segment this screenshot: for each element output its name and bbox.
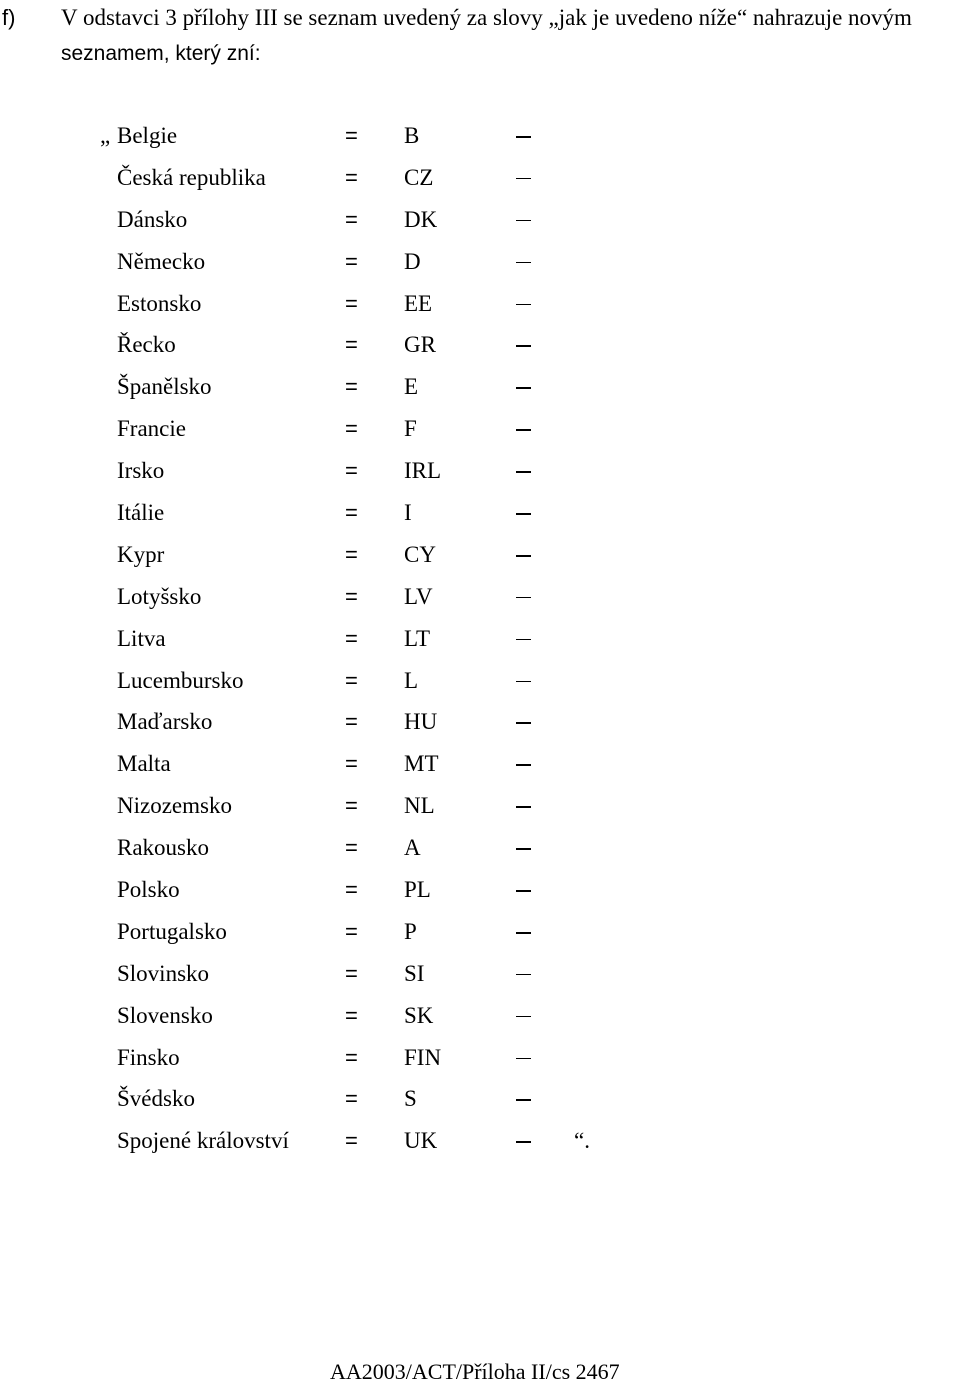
country-name-text: Německo xyxy=(117,248,206,274)
equals-sign: = xyxy=(345,374,358,400)
table-row xyxy=(0,1078,960,1120)
country-name xyxy=(117,283,201,325)
equals-sign: = xyxy=(345,918,358,944)
country-name xyxy=(117,534,164,576)
country-code: F xyxy=(404,416,417,442)
country-name-text: Švédsko xyxy=(117,1086,195,1112)
table-row xyxy=(0,576,960,618)
country-code: LT xyxy=(404,625,430,651)
country-name xyxy=(100,115,178,157)
intro-text: V odstavci 3 přílohy III se seznam uvedený za slovy „jak je uvedeno níže“ nahrazuje novým xyxy=(61,5,912,30)
equals-sign: = xyxy=(345,1128,358,1154)
country-name xyxy=(117,1078,195,1120)
country-name-text: Polsko xyxy=(117,877,180,903)
country-code: SK xyxy=(404,1002,434,1028)
country-name xyxy=(117,408,186,450)
country-name-text: Irsko xyxy=(117,458,165,484)
country-name-text: Lucembursko xyxy=(117,667,244,693)
table-row xyxy=(0,283,960,325)
country-code: CY xyxy=(404,541,436,567)
country-name-text: Litva xyxy=(117,625,166,651)
table-row xyxy=(0,492,960,534)
country-name-text: Itálie xyxy=(117,500,165,526)
equals-sign: = xyxy=(345,835,358,861)
country-code: GR xyxy=(404,332,436,358)
table-row xyxy=(0,785,960,827)
country-name xyxy=(117,618,166,660)
country-name xyxy=(117,366,212,408)
closing-quote: “. xyxy=(574,1128,590,1154)
country-name xyxy=(117,450,164,492)
country-name xyxy=(117,701,212,743)
country-name xyxy=(117,743,171,785)
dash-mark xyxy=(516,974,531,976)
country-name-text: Nizozemsko xyxy=(117,793,232,819)
country-name-text: Estonsko xyxy=(117,290,202,316)
dash-mark xyxy=(516,429,531,431)
dash-mark xyxy=(516,1099,531,1101)
country-code: NL xyxy=(404,793,435,819)
country-name-text: Finsko xyxy=(117,1044,180,1070)
country-name-text: Španělsko xyxy=(117,374,212,400)
table-row xyxy=(0,827,960,869)
country-name xyxy=(117,157,266,199)
dash-mark xyxy=(516,387,531,389)
opening-quote: „ xyxy=(100,123,111,148)
country-name xyxy=(117,660,243,702)
country-name xyxy=(117,995,213,1037)
dash-mark xyxy=(516,1016,531,1018)
equals-sign: = xyxy=(345,793,358,819)
country-name xyxy=(117,911,227,953)
table-row xyxy=(0,701,960,743)
country-code: LV xyxy=(404,583,433,609)
table-row xyxy=(0,869,960,911)
country-code: E xyxy=(404,374,419,400)
country-code: I xyxy=(404,500,412,526)
equals-sign: = xyxy=(345,206,358,232)
country-code: P xyxy=(404,918,417,944)
equals-sign: = xyxy=(345,1002,358,1028)
country-code: DK xyxy=(404,206,438,232)
dash-mark xyxy=(516,722,531,724)
table-row xyxy=(0,324,960,366)
table-row xyxy=(0,408,960,450)
country-name xyxy=(117,576,201,618)
equals-sign: = xyxy=(345,583,358,609)
equals-sign: = xyxy=(345,625,358,651)
table-row xyxy=(0,660,960,702)
country-code: HU xyxy=(404,709,438,735)
country-name-text: Francie xyxy=(117,416,186,442)
country-code: PL xyxy=(404,877,431,903)
country-code: FIN xyxy=(404,1044,442,1070)
table-row xyxy=(0,241,960,283)
country-name xyxy=(117,199,187,241)
table-row xyxy=(0,995,960,1037)
country-name xyxy=(117,492,164,534)
equals-sign: = xyxy=(345,960,358,986)
equals-sign: = xyxy=(345,458,358,484)
country-name xyxy=(117,1037,180,1079)
equals-sign: = xyxy=(345,1044,358,1070)
country-code: L xyxy=(404,667,419,693)
country-name-text: Řecko xyxy=(117,332,176,358)
country-name-text: Rakousko xyxy=(117,835,209,861)
country-name xyxy=(117,324,176,366)
table-row xyxy=(0,1037,960,1079)
country-name xyxy=(117,241,205,283)
equals-sign: = xyxy=(345,248,358,274)
document-reference: AA2003/ACT/Příloha II/cs 2467 xyxy=(330,1359,620,1384)
country-name xyxy=(117,827,209,869)
equals-sign: = xyxy=(345,751,358,777)
table-row xyxy=(0,157,960,199)
dash-mark xyxy=(516,345,531,347)
dash-mark xyxy=(516,136,531,138)
table-row xyxy=(0,199,960,241)
dash-mark xyxy=(516,262,531,264)
table-row xyxy=(0,115,960,157)
dash-mark xyxy=(516,681,531,683)
country-name-text: Slovensko xyxy=(117,1002,213,1028)
country-code: B xyxy=(404,123,420,148)
equals-sign: = xyxy=(345,290,358,316)
country-code: CZ xyxy=(404,164,434,190)
country-name-text: Lotyšsko xyxy=(117,583,202,609)
dash-mark xyxy=(516,597,531,599)
table-row xyxy=(0,534,960,576)
country-code: IRL xyxy=(404,458,442,484)
country-name xyxy=(117,785,232,827)
dash-mark xyxy=(516,178,531,180)
equals-sign: = xyxy=(345,541,358,567)
dash-mark xyxy=(516,1058,531,1060)
table-row xyxy=(0,953,960,995)
equals-sign: = xyxy=(345,332,358,358)
country-name-text: Dánsko xyxy=(117,206,188,232)
list-marker: f) xyxy=(2,5,16,30)
dash-mark xyxy=(516,471,531,473)
equals-sign: = xyxy=(345,164,358,190)
table-row xyxy=(0,618,960,660)
dash-mark xyxy=(516,513,531,515)
country-name xyxy=(117,1120,289,1162)
intro-text-line2: seznamem, který zní: xyxy=(61,42,261,65)
table-row xyxy=(0,743,960,785)
dash-mark xyxy=(516,304,531,306)
equals-sign: = xyxy=(345,500,358,526)
country-name-text: Malta xyxy=(117,751,171,777)
dash-mark xyxy=(516,848,531,850)
country-code: S xyxy=(404,1086,417,1112)
country-code: SI xyxy=(404,960,425,986)
dash-mark xyxy=(516,1141,531,1143)
table-row xyxy=(0,450,960,492)
country-name xyxy=(117,869,180,911)
dash-mark xyxy=(516,220,531,222)
dash-mark xyxy=(516,806,531,808)
country-code: EE xyxy=(404,290,433,316)
equals-sign: = xyxy=(345,416,358,442)
dash-mark xyxy=(516,890,531,892)
country-name-text: Portugalsko xyxy=(117,918,227,944)
dash-mark xyxy=(516,764,531,766)
country-codes-table xyxy=(0,115,960,1162)
equals-sign: = xyxy=(345,1086,358,1112)
table-row xyxy=(0,366,960,408)
country-code: D xyxy=(404,248,421,274)
country-name-text: Maďarsko xyxy=(117,709,213,735)
dash-mark xyxy=(516,639,531,641)
dash-mark xyxy=(516,555,531,557)
country-name xyxy=(117,953,209,995)
equals-sign: = xyxy=(345,123,358,148)
country-name-text: Česká republika xyxy=(117,164,266,190)
country-name-text: Slovinsko xyxy=(117,960,210,986)
country-code: UK xyxy=(404,1128,438,1154)
country-code: A xyxy=(404,835,421,861)
dash-mark xyxy=(516,932,531,934)
country-name-text: Spojené království xyxy=(117,1128,289,1154)
table-row xyxy=(0,1120,960,1162)
equals-sign: = xyxy=(345,667,358,693)
equals-sign: = xyxy=(345,709,358,735)
country-name-text: Belgie xyxy=(117,123,178,148)
equals-sign: = xyxy=(345,877,358,903)
country-name-text: Kypr xyxy=(117,541,165,567)
table-row xyxy=(0,911,960,953)
country-code: MT xyxy=(404,751,439,777)
